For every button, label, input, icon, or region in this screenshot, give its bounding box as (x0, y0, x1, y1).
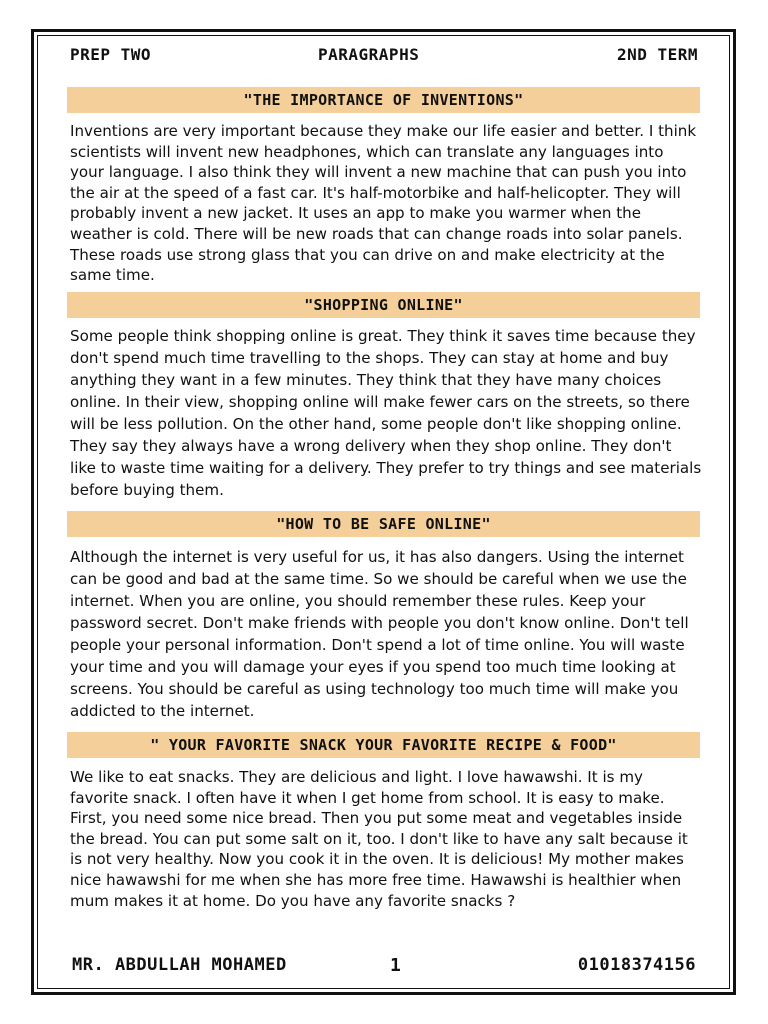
section-title-favorite-snack: " YOUR FAVORITE SNACK YOUR FAVORITE RECIPE & FOOD" (67, 732, 700, 758)
header-term-label: 2ND TERM (616, 45, 698, 64)
author-name: MR. ABDULLAH MOHAMED (72, 955, 287, 975)
paragraph-shopping-online: Some people think shopping online is great. They think it saves time because they don't spend much time travelling to the shops. They can stay at home and buy anything they want in a few minutes. They think that they have many choices online. In their view, shopping online will make fewer cars on the streets, so there will be less pollution. On the other hand, some people don't like shopping online. They say they always have a wrong delivery when they shop online. They don't like to waste time waiting for a delivery. They prefer to try things and see materials before buying them. (70, 327, 702, 499)
page-header (70, 45, 698, 67)
section-title-inventions: "THE IMPORTANCE OF INVENTIONS" (67, 87, 700, 113)
paragraph-safe-online: Although the internet is very useful for us, it has also dangers. Using the internet can be good and bad at the same time. So we should be careful when we use the internet. When you are online, you should remember these rules. Keep your password secret. Don't make friends with people you don't know online. Don't tell people your personal information. Don't spend a lot of time online. You will waste your time and you will damage your eyes if you spend too much time looking at screens. You should be careful as using technology too much time will make you addicted to the internet. (70, 548, 689, 720)
section-title-safe-online: "HOW TO BE SAFE ONLINE" (67, 511, 700, 537)
phone-number: 01018374156 (577, 955, 696, 975)
page-footer (72, 955, 696, 979)
paragraph-inventions: Inventions are very important because they make our life easier and better. I think scientists will invent new headphones, which can translate any languages into your language. I also think they will invent a new machine that can push you into the air at the speed of a fast car. It's half-motorbike and half-helicopter. They will probably invent a new jacket. It uses an app to make you warmer when the weather is cold. There will be new roads that can change roads into solar panels. These roads use strong glass that you can drive on and make electricity at the same time. (70, 122, 697, 285)
header-title: PARAGRAPHS (318, 45, 420, 64)
page-number: 1 (390, 955, 402, 976)
paragraph-favorite-snack: We like to eat snacks. They are delicious and light. I love hawawshi. It is my favorite snack. I often have it when I get home from school. It is easy to make. First, you need some nice bread. Then you put some meat and vegetables inside the bread. You can put some salt on it, too. I don't like to have any salt because it is not very healthy. Now you cook it in the oven. It is delicious! My mother makes nice hawawshi for me when she has more free time. Hawawshi is healthier when mum makes it at home. Do you have any favorite snacks ? (70, 768, 688, 910)
section-title-shopping-online: "SHOPPING ONLINE" (67, 292, 700, 318)
header-class-label: PREP TWO (70, 45, 152, 64)
